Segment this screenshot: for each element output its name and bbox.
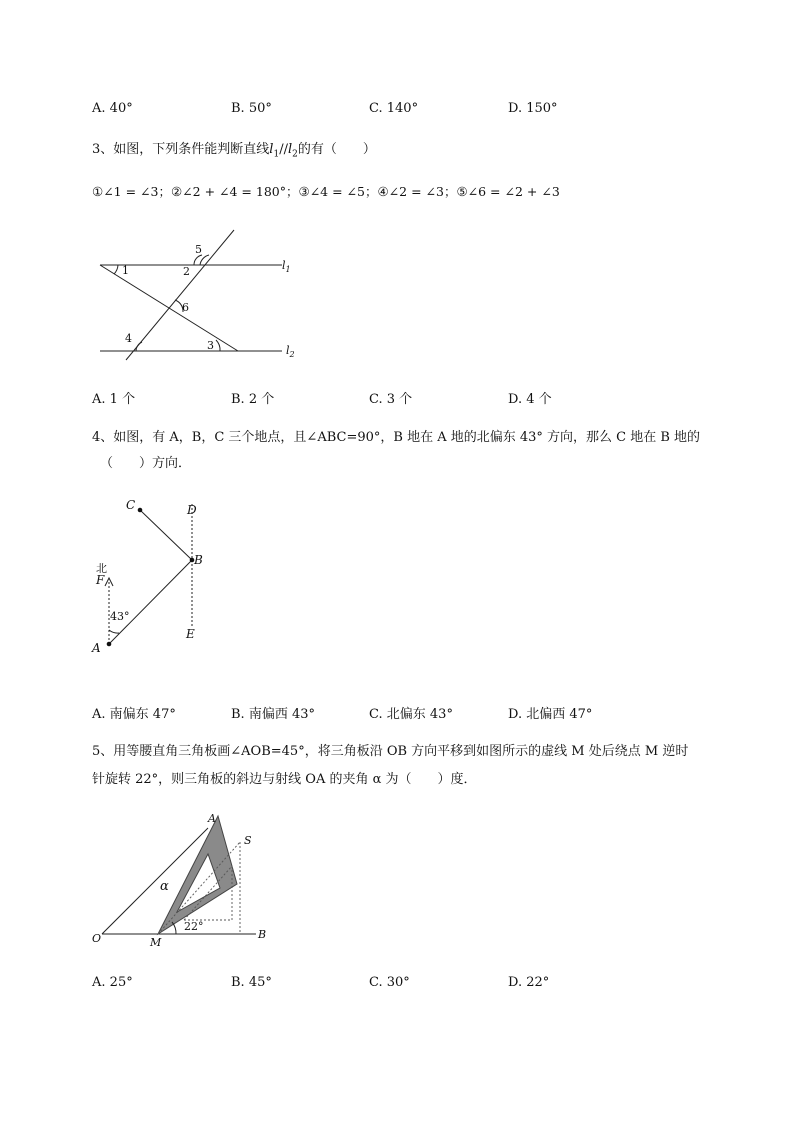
segment-ab bbox=[109, 560, 192, 644]
q4-option-d[interactable]: D. 北偏西 47° bbox=[508, 707, 593, 722]
q3-option-a[interactable]: A. 1 个 bbox=[92, 392, 136, 407]
q3-label-1: 1 bbox=[122, 264, 129, 277]
point-a bbox=[107, 642, 112, 647]
q3-label-3: 3 bbox=[207, 339, 214, 352]
q4-label-e: E bbox=[186, 627, 195, 641]
q4-stem-line1: 4、如图，有 A，B，C 三个地点，且∠ABC=90°，B 地在 A 地的北偏东 43° 方向，那么 C 地在 B 地的 bbox=[92, 430, 701, 445]
q4-stem-line2: （ ）方向． bbox=[100, 456, 192, 471]
q3-label-4: 4 bbox=[125, 332, 132, 345]
q4-label-b: B bbox=[194, 553, 203, 567]
q5-figure bbox=[90, 808, 280, 948]
q3-conditions: ①∠1 = ∠3；②∠2 + ∠4 = 180°；③∠4 = ∠5；④∠2 = ∠3；⑤∠6 = ∠2 + ∠3 bbox=[92, 184, 560, 199]
segment-cb bbox=[140, 510, 192, 560]
q4-label-a: A bbox=[92, 641, 101, 655]
q3-option-b[interactable]: B. 2 个 bbox=[231, 392, 275, 407]
q3-option-c[interactable]: C. 3 个 bbox=[369, 392, 413, 407]
transversal-b bbox=[126, 230, 234, 360]
q4-figure bbox=[88, 492, 228, 662]
q2-option-a[interactable]: A. 40° bbox=[92, 101, 133, 116]
q4-label-north: 北 bbox=[96, 562, 107, 575]
q5-stem-line1: 5、用等腰直角三角板画∠AOB=45°，将三角板沿 OB 方向平移到如图所示的虚线 M 处后绕点 M 逆时 bbox=[92, 744, 689, 759]
q3-label-5: 5 bbox=[195, 243, 202, 256]
q4-option-b[interactable]: B. 南偏西 43° bbox=[231, 707, 316, 722]
q3-option-d[interactable]: D. 4 个 bbox=[508, 392, 552, 407]
q3-stem: 3、如图，下列条件能判断直线$l_1//l_2$的有（ ） bbox=[92, 142, 376, 160]
q2-option-d[interactable]: D. 150° bbox=[508, 101, 558, 116]
q4-option-a[interactable]: A. 南偏东 47° bbox=[92, 707, 176, 722]
q5-option-c[interactable]: C. 30° bbox=[369, 975, 410, 990]
q2-option-b[interactable]: B. 50° bbox=[231, 101, 272, 116]
q4-label-d: D bbox=[187, 503, 197, 517]
q3-label-2: 2 bbox=[183, 265, 190, 278]
q5-option-a[interactable]: A. 25° bbox=[92, 975, 133, 990]
point-c bbox=[138, 508, 143, 513]
q5-label-alpha: α bbox=[160, 879, 169, 894]
q5-label-s: S bbox=[244, 834, 252, 847]
q4-label-f: F bbox=[96, 573, 105, 587]
rotated-triangle bbox=[158, 816, 237, 934]
q3-label-l1: $l_1$ bbox=[282, 259, 291, 274]
q4-label-angle: 43° bbox=[110, 610, 130, 623]
q5-option-b[interactable]: B. 45° bbox=[231, 975, 272, 990]
q4-option-c[interactable]: C. 北偏东 43° bbox=[369, 707, 453, 722]
q3-label-6: 6 bbox=[182, 301, 189, 314]
q5-label-m: M bbox=[150, 936, 162, 948]
q3-label-l2: $l_2$ bbox=[286, 344, 295, 359]
q3-figure bbox=[90, 222, 320, 364]
q4-label-c: C bbox=[126, 498, 136, 512]
q5-stem-line2: 针旋转 22°，则三角板的斜边与射线 OA 的夹角 α 为（ ）度． bbox=[92, 772, 477, 787]
q2-option-c[interactable]: C. 140° bbox=[369, 101, 419, 116]
q5-label-a: A bbox=[208, 812, 216, 825]
q5-label-o: O bbox=[92, 932, 102, 945]
q5-label-angle: 22° bbox=[184, 920, 204, 933]
q5-option-d[interactable]: D. 22° bbox=[508, 975, 550, 990]
q5-label-b: B bbox=[258, 928, 267, 941]
